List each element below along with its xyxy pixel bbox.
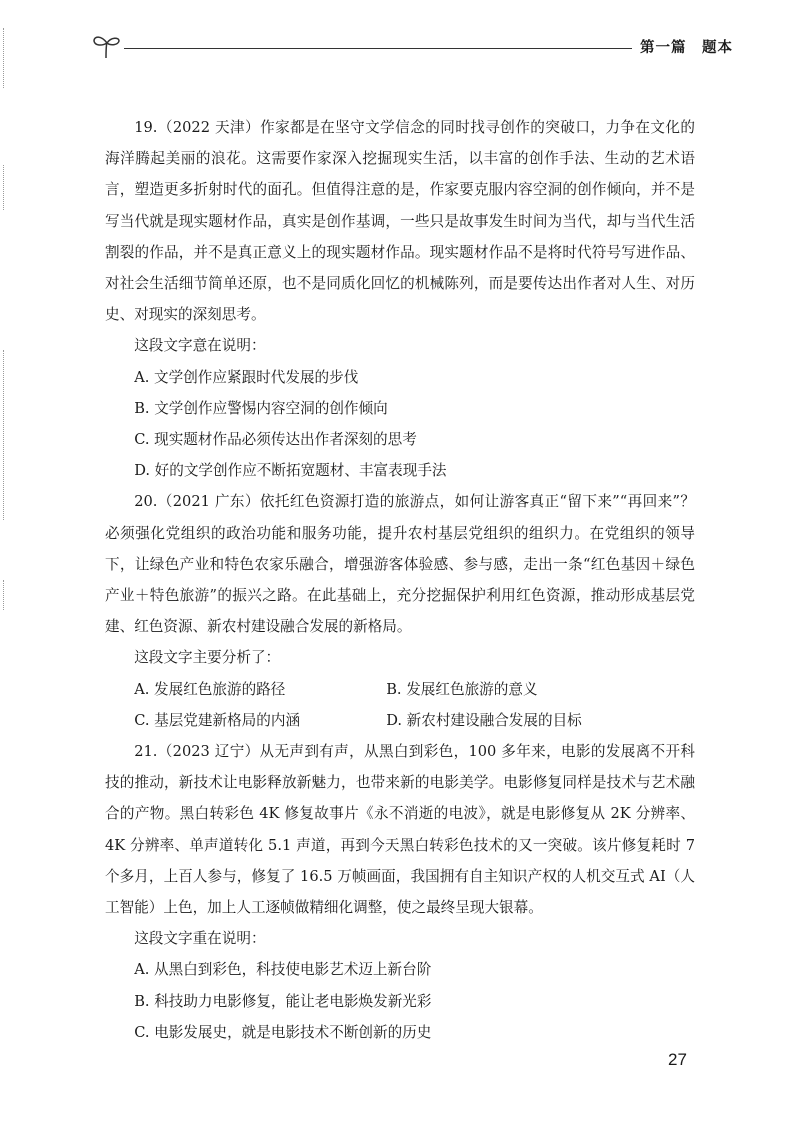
- option-row: [105, 705, 695, 736]
- question-19-passage: [105, 112, 695, 330]
- option-c[interactable]: C. 现实题材作品必须传达出作者深刻的思考: [134, 431, 417, 449]
- margin-mark: [3, 350, 7, 520]
- sprout-icon: [92, 32, 122, 60]
- question-21-passage: [105, 736, 695, 923]
- option-a[interactable]: A. 发展红色旅游的路径: [134, 680, 286, 698]
- passage-text: 依托红色资源打造的旅游点，如何让游客真正“留下来”“再回来”？必须强化党组织的政治功能和服务功能，提升农村基层党组织的组织力。在党组织的领导下，让绿色产业和特色农家乐融合，增强游客体验感、参与感，走出一条“红色基因＋绿色产业＋特色旅游”的振兴之路。在此基础上，充分挖掘保护利用红色资源，推动形成基层党建、红色资源、新农村建设融合发展的新格局。: [105, 493, 695, 636]
- option-row: [105, 674, 695, 705]
- question-20-passage: [105, 486, 695, 642]
- question-source: （2023 辽宁）: [157, 743, 260, 761]
- question-number: 19.: [134, 119, 158, 136]
- question-number: 20.: [134, 493, 158, 511]
- option-d[interactable]: D. 好的文学创作应不断拓宽题材、丰富表现手法: [134, 462, 447, 480]
- question-content: [105, 112, 695, 1048]
- chapter-title: 第一篇 题本: [640, 40, 733, 56]
- option-b[interactable]: B. 科技助力电影修复，能让老电影焕发新光彩: [134, 992, 432, 1010]
- page-header: [92, 32, 732, 62]
- option-c[interactable]: C. 电影发展史，就是电影技术不断创新的历史: [134, 1023, 432, 1041]
- margin-mark: [3, 28, 7, 88]
- option-b[interactable]: B. 文学创作应警惕内容空洞的创作倾向: [134, 399, 388, 417]
- header-rule: [124, 48, 632, 49]
- option-b[interactable]: B. 发展红色旅游的意义: [386, 680, 538, 698]
- margin-mark: [3, 165, 7, 210]
- option-a[interactable]: A. 文学创作应紧跟时代发展的步伐: [134, 368, 359, 386]
- margin-mark: [3, 580, 7, 610]
- question-source: （2022 天津）: [157, 119, 261, 136]
- option-c[interactable]: C. 基层党建新格局的内涵: [134, 711, 301, 729]
- passage-text: 作家都是在坚守文学信念的同时找寻创作的突破口，力争在文化的海洋腾起美丽的浪花。这需要作家深入挖掘现实生活，以丰富的创作手法、生动的艺术语言，塑造更多折射时代的面孔。但值得注意的是，作家要克服内容空洞的创作倾向，并不是写当代就是现实题材作品，真实是创作基调，一些只是故事发生时间为当代，却与当代生活割裂的作品，并不是真正意义上的现实题材作品。现实题材作品不是将时代符号写进作品、对社会生活细节简单还原，也不是同质化回忆的机械陈列，而是要传达出作者对人生、对历史、对现实的深刻思考。: [105, 119, 695, 324]
- question-prompt: 这段文字意在说明：: [134, 337, 266, 355]
- question-number: 21.: [134, 743, 158, 761]
- page-number: 27: [668, 1050, 687, 1069]
- option-d[interactable]: D. 新农村建设融合发展的目标: [386, 711, 582, 729]
- question-source: （2021 广东）: [157, 493, 260, 511]
- passage-text: 从无声到有声，从黑白到彩色，100 多年来，电影的发展离不开科技的推动，新技术让电影释放新魅力，也带来新的电影美学。电影修复同样是技术与艺术融合的产物。黑白转彩色 4K 修复故事片《永不消逝的电波》，就是电影修复从 2K 分辨率、4K 分辨率、单声道转化 5.1 声道，再到今天黑白转彩色技术的又一突破。该片修复耗时 7 个多月，上百人参与，修复了 16.5 万帧画面，我国拥有自主知识产权的人机交互式 AI（人工智能）上色，加上人工逐帧做精细化调整，使之最终呈现大银幕。: [105, 743, 695, 917]
- option-a[interactable]: A. 从黑白到彩色，科技使电影艺术迈上新台阶: [134, 961, 432, 979]
- question-prompt: 这段文字重在说明：: [134, 930, 266, 948]
- question-prompt: 这段文字主要分析了：: [134, 649, 281, 667]
